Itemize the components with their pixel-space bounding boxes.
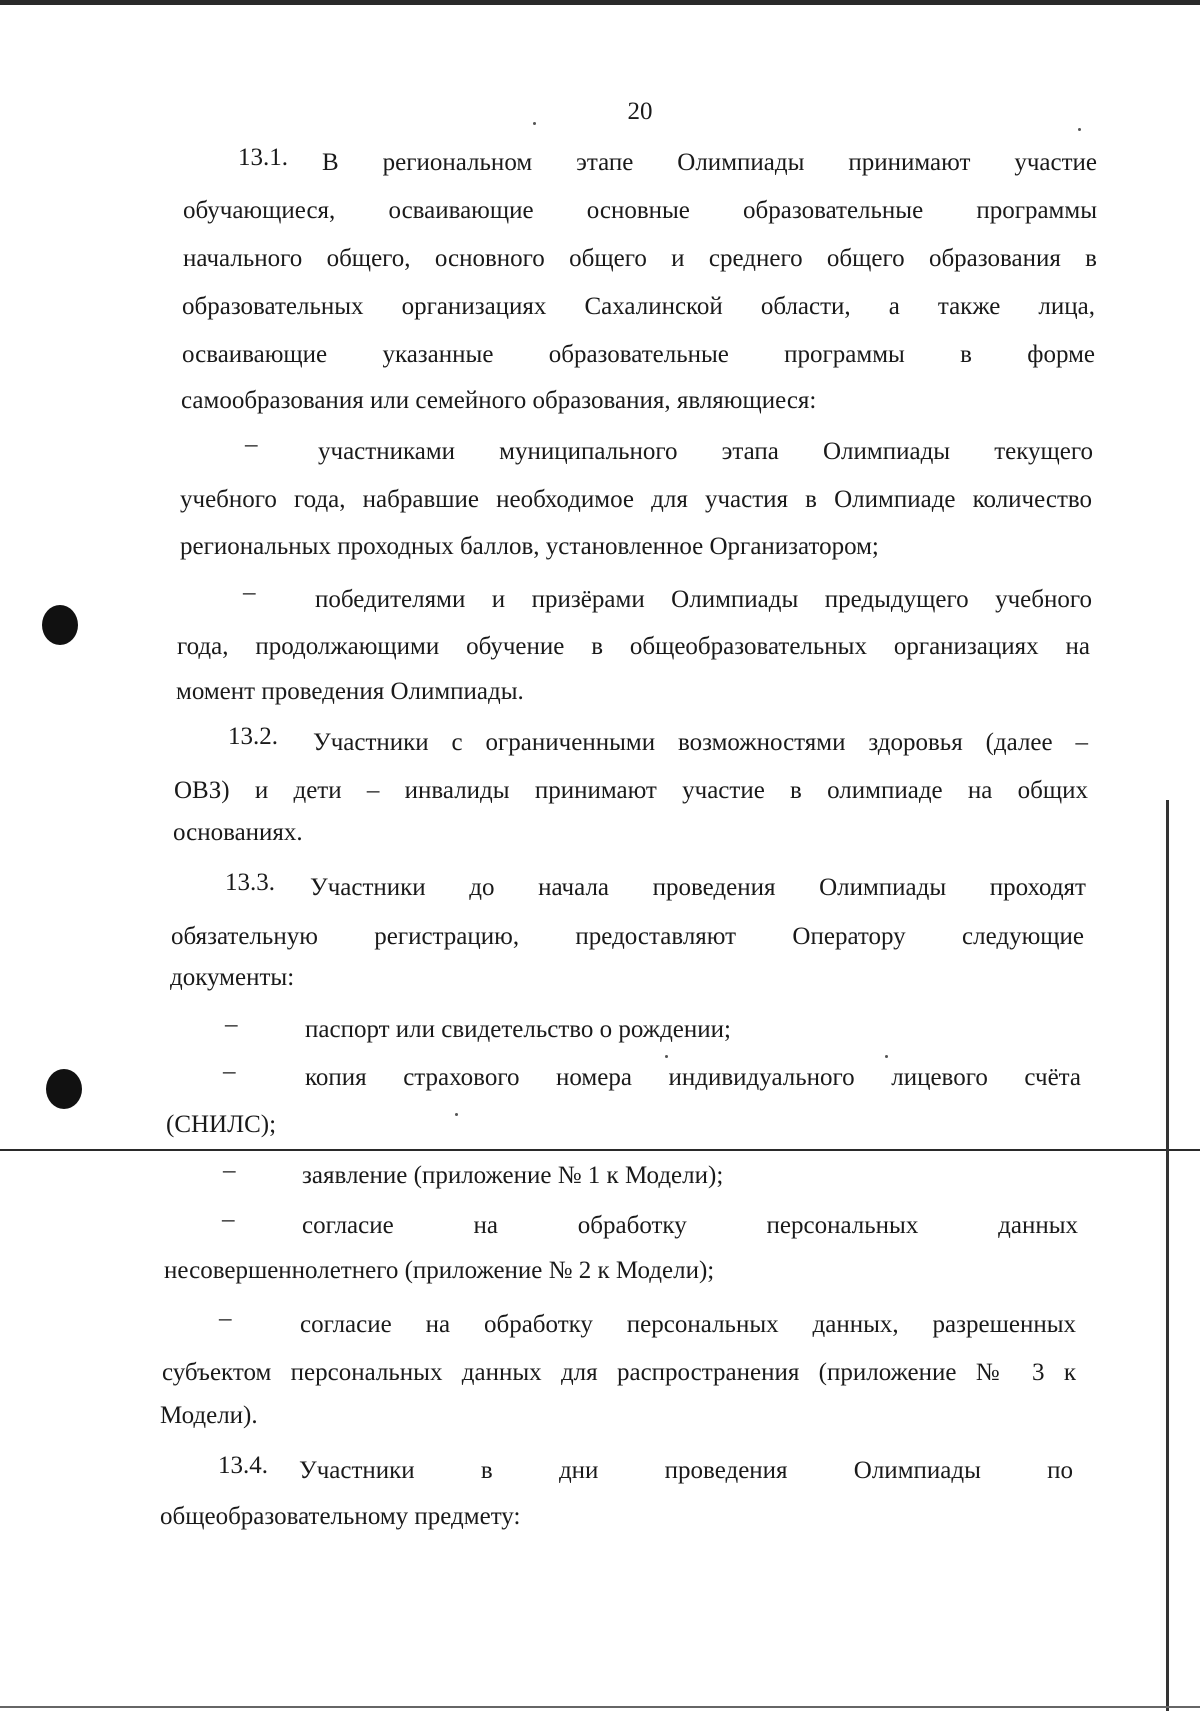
- paragraph-line: обучающиеся, осваивающие основные образовательные программы: [183, 197, 1097, 224]
- list-item-line: паспорт или свидетельство о рождении;: [305, 1016, 731, 1043]
- list-item-line: (СНИЛС);: [166, 1111, 277, 1138]
- list-item-line: года, продолжающими обучение в общеобразовательных организациях на: [177, 633, 1090, 660]
- scan-line-middle: [0, 1149, 1200, 1151]
- scan-edge-bottom: [0, 1706, 1200, 1708]
- list-item-line: победителями и призёрами Олимпиады предыдущего учебного: [315, 586, 1092, 613]
- paragraph-line: обязательную регистрацию, предоставляют Оператору следующие: [171, 923, 1084, 950]
- scan-speck: [665, 1055, 668, 1058]
- list-dash: –: [222, 1206, 235, 1233]
- scan-speck: [533, 122, 536, 125]
- paragraph-line: Участники в дни проведения Олимпиады по: [299, 1457, 1073, 1484]
- page-number: 20: [627, 98, 653, 125]
- paragraph-line: основаниях.: [173, 819, 303, 846]
- scan-speck: [885, 1055, 888, 1058]
- paragraph-line: В региональном этапе Олимпиады принимают участие: [322, 149, 1097, 176]
- paragraph-line: начального общего, основного общего и среднего общего образования в: [183, 245, 1097, 272]
- list-item-line: учебного года, набравшие необходимое для участия в Олимпиаде количество: [180, 486, 1092, 513]
- list-item-line: согласие на обработку персональных данных: [302, 1212, 1078, 1239]
- list-item-line: заявление (приложение № 1 к Модели);: [302, 1162, 724, 1189]
- list-dash: –: [243, 579, 256, 606]
- paragraph-line: ОВЗ) и дети – инвалиды принимают участие в олимпиаде на общих: [174, 777, 1088, 804]
- paragraph-line: осваивающие указанные образовательные программы в форме: [182, 341, 1095, 368]
- list-item-line: момент проведения Олимпиады.: [176, 678, 524, 705]
- list-dash: –: [219, 1305, 232, 1332]
- scan-speck: [455, 1113, 458, 1116]
- list-item-line: субъектом персональных данных для распространения (приложение № 3 к: [162, 1359, 1076, 1386]
- clause-number: 13.4.: [218, 1452, 268, 1479]
- clause-number: 13.1.: [238, 144, 288, 171]
- paragraph-line: Участники с ограниченными возможностями здоровья (далее –: [313, 729, 1088, 756]
- punch-hole: [46, 1069, 82, 1109]
- clause-number: 13.3.: [225, 869, 275, 896]
- scan-edge-right: [1166, 800, 1169, 1711]
- list-dash: –: [223, 1058, 236, 1085]
- list-dash: –: [225, 1011, 238, 1038]
- list-dash: –: [223, 1157, 236, 1184]
- list-dash: –: [245, 431, 258, 458]
- paragraph-line: самообразования или семейного образования, являющиеся:: [181, 387, 817, 414]
- list-item-line: согласие на обработку персональных данных, разрешенных: [300, 1311, 1076, 1338]
- list-item-line: участниками муниципального этапа Олимпиады текущего: [318, 438, 1093, 465]
- list-item-line: копия страхового номера индивидуального лицевого счёта: [305, 1064, 1081, 1091]
- paragraph-line: образовательных организациях Сахалинской области, а также лица,: [182, 293, 1095, 320]
- scan-edge-top: [0, 0, 1200, 5]
- scan-speck: [1078, 128, 1081, 131]
- punch-hole: [42, 605, 78, 645]
- list-item-line: региональных проходных баллов, установленное Организатором;: [180, 533, 879, 560]
- list-item-line: Модели).: [160, 1402, 258, 1429]
- paragraph-line: документы:: [170, 964, 295, 991]
- clause-number: 13.2.: [228, 723, 278, 750]
- list-item-line: несовершеннолетнего (приложение № 2 к Модели);: [164, 1257, 715, 1284]
- paragraph-line: общеобразовательному предмету:: [160, 1503, 521, 1530]
- paragraph-line: Участники до начала проведения Олимпиады проходят: [310, 874, 1086, 901]
